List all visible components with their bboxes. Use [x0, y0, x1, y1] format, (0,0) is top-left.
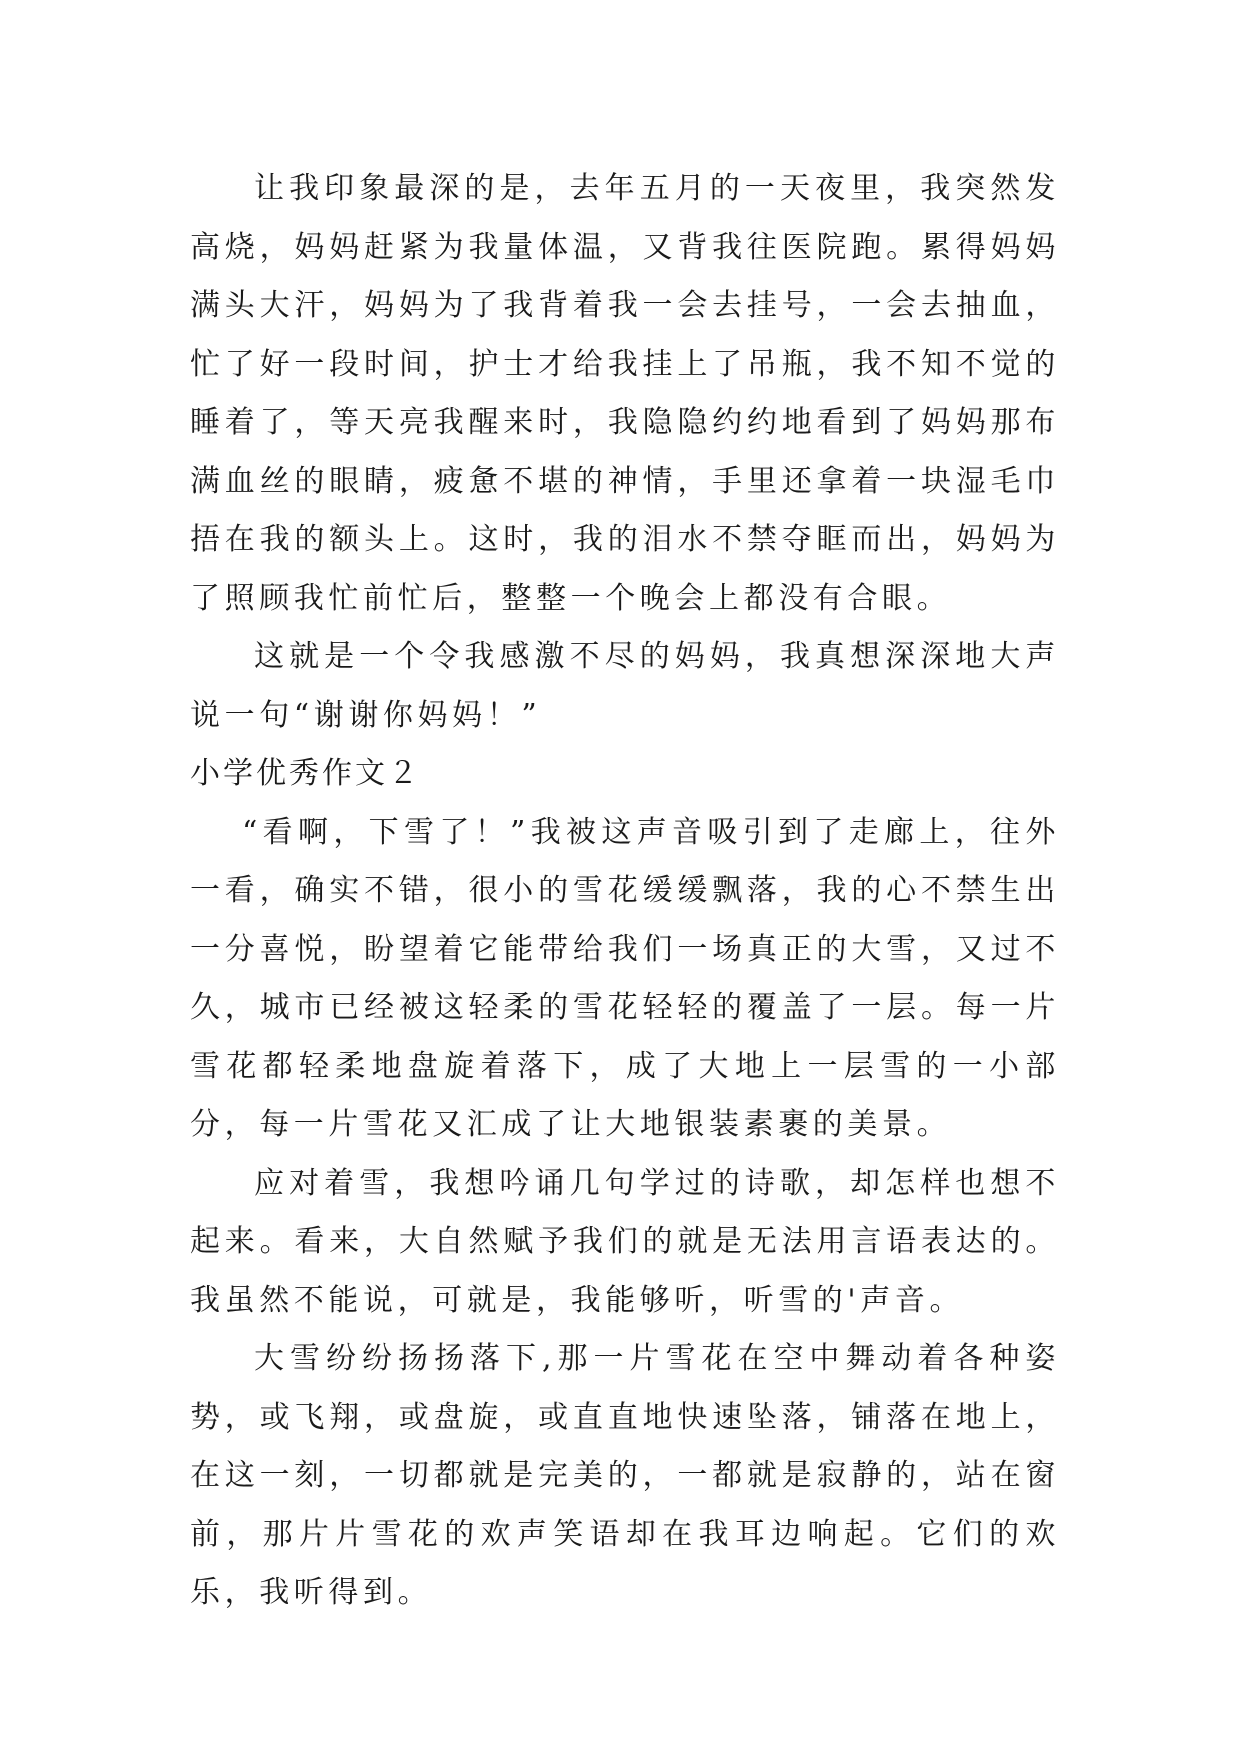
paragraph-mother-fever: 让我印象最深的是，去年五月的一天夜里，我突然发高烧，妈妈赶紧为我量体温，又背我往医院跑。累得妈妈满头大汗，妈妈为了我背着我一会去挂号，一会去抽血，忙了好一段时间，护士才给我挂上了吊瓶，我不知不觉的睡着了，等天亮我醒来时，我隐隐约约地看到了妈妈那布满血丝的眼睛，疲惫不堪的神情，手里还拿着一块湿毛巾捂在我的额头上。这时，我的泪水不禁夺眶而出，妈妈为了照顾我忙前忙后，整整一个晚会上都没有合眼。 [190, 171, 1060, 616]
paragraph-snow-falling: “看啊，下雪了！”我被这声音吸引到了走廊上，往外一看，确实不错，很小的雪花缓缓飘落，我的心不禁生出一分喜悦，盼望着它能带给我们一场真正的大雪，又过不久，城市已经被这轻柔的雪花轻轻的覆盖了一层。每一片雪花都轻柔地盘旋着落下，成了大地上一层雪的一小部分，每一片雪花又汇成了让大地银装素裹的美景。 [190, 814, 1060, 1142]
paragraph-snow-poem: 应对着雪，我想吟诵几句学过的诗歌，却怎样也想不起来。看来，大自然赋予我们的就是无法用言语表达的。我虽然不能说，可就是，我能够听，听雪的'声音。 [190, 1165, 1060, 1318]
essay-body [190, 160, 1060, 1623]
paragraph-thanks-mother: 这就是一个令我感激不尽的妈妈，我真想深深地大声说一句“谢谢你妈妈！” [190, 639, 1060, 733]
paragraph-snow-dance: 大雪纷纷扬扬落下,那一片雪花在空中舞动着各种姿势，或飞翔，或盘旋，或直直地快速坠落，铺落在地上，在这一刻，一切都就是完美的，一都就是寂静的，站在窗前，那片片雪花的欢声笑语却在我耳边响起。它们的欢乐，我听得到。 [190, 1341, 1060, 1610]
essay-heading: 小学优秀作文２ [190, 756, 421, 791]
